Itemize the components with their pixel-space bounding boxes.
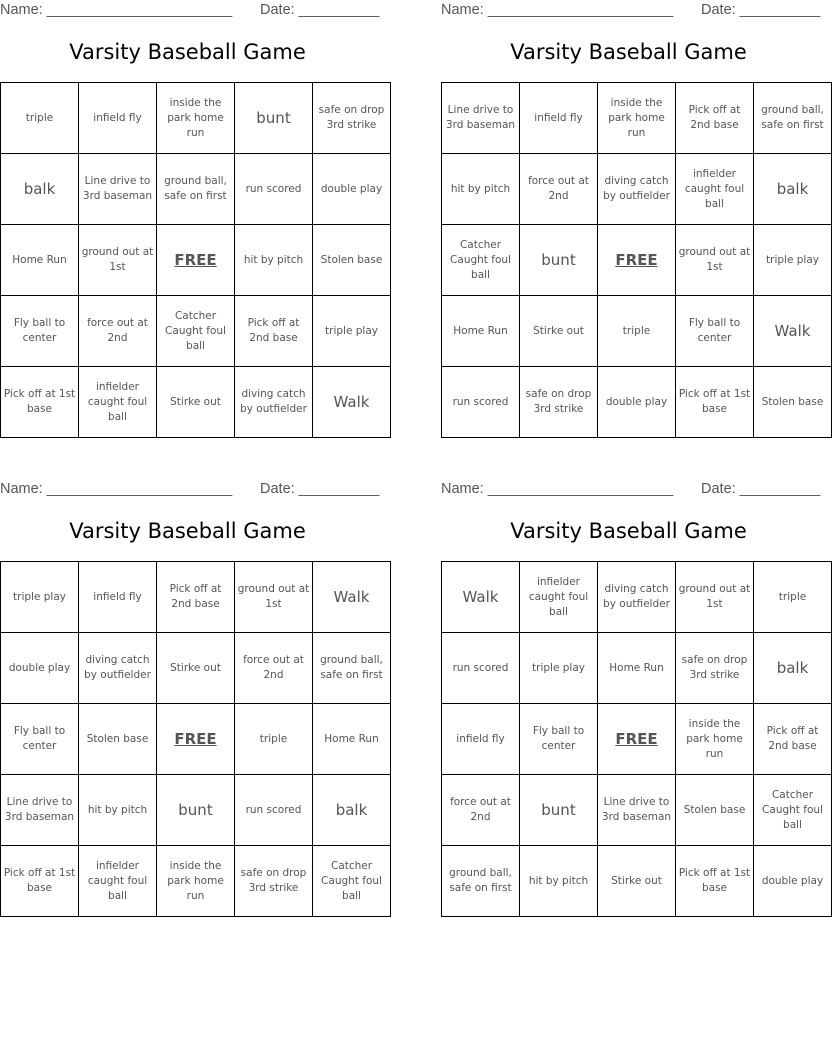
- bingo-cell: Stirke out: [598, 846, 676, 917]
- bingo-cell: ground out at 1st: [79, 225, 157, 296]
- bingo-cell: Stirke out: [157, 633, 235, 704]
- bingo-cell: balk: [1, 154, 79, 225]
- name-field-label: Name: _______________________: [0, 481, 233, 497]
- free-space: FREE: [598, 225, 676, 296]
- bingo-cell: Stolen base: [313, 225, 391, 296]
- bingo-cell: triple play: [313, 296, 391, 367]
- bingo-cell: Fly ball to center: [676, 296, 754, 367]
- bingo-cell: triple play: [754, 225, 832, 296]
- bingo-cell: run scored: [235, 154, 313, 225]
- bingo-cell: double play: [598, 367, 676, 438]
- bingo-card-4: [441, 479, 824, 919]
- bingo-cell: diving catch by outfielder: [79, 633, 157, 704]
- bingo-cell: infield fly: [79, 83, 157, 154]
- bingo-card-2: [441, 0, 824, 440]
- bingo-cell: Line drive to 3rd baseman: [598, 775, 676, 846]
- bingo-cell: Stirke out: [157, 367, 235, 438]
- bingo-cell: ground out at 1st: [676, 562, 754, 633]
- bingo-cell: infielder caught foul ball: [79, 367, 157, 438]
- bingo-cell: Stolen base: [79, 704, 157, 775]
- bingo-cell: force out at 2nd: [442, 775, 520, 846]
- bingo-cell: Fly ball to center: [1, 296, 79, 367]
- bingo-cell: bunt: [520, 775, 598, 846]
- bingo-cell: bunt: [520, 225, 598, 296]
- free-space: FREE: [157, 225, 235, 296]
- bingo-cell: infielder caught foul ball: [520, 562, 598, 633]
- bingo-cell: inside the park home run: [676, 704, 754, 775]
- bingo-cell: double play: [754, 846, 832, 917]
- bingo-cell: Pick off at 2nd base: [235, 296, 313, 367]
- card-title: Varsity Baseball Game: [69, 519, 306, 543]
- card-title: Varsity Baseball Game: [69, 40, 306, 64]
- bingo-cell: ground ball, safe on first: [313, 633, 391, 704]
- bingo-cell: triple: [754, 562, 832, 633]
- bingo-cell: Pick off at 2nd base: [754, 704, 832, 775]
- bingo-cell: Catcher Caught foul ball: [313, 846, 391, 917]
- bingo-cell: inside the park home run: [598, 83, 676, 154]
- bingo-cell: Stolen base: [676, 775, 754, 846]
- bingo-cell: balk: [754, 633, 832, 704]
- bingo-cell: Walk: [442, 562, 520, 633]
- bingo-grid: [0, 561, 391, 917]
- bingo-cell: infield fly: [520, 83, 598, 154]
- bingo-cell: hit by pitch: [442, 154, 520, 225]
- bingo-cell: hit by pitch: [235, 225, 313, 296]
- bingo-cell: Pick off at 2nd base: [676, 83, 754, 154]
- free-space: FREE: [157, 704, 235, 775]
- bingo-cell: run scored: [442, 633, 520, 704]
- bingo-cell: Home Run: [1, 225, 79, 296]
- bingo-cell: Stolen base: [754, 367, 832, 438]
- bingo-cell: balk: [313, 775, 391, 846]
- bingo-cell: bunt: [157, 775, 235, 846]
- bingo-cell: inside the park home run: [157, 846, 235, 917]
- date-field-label: Date: __________: [260, 2, 380, 18]
- bingo-cell: Pick off at 1st base: [676, 846, 754, 917]
- bingo-cell: safe on drop 3rd strike: [313, 83, 391, 154]
- bingo-cell: force out at 2nd: [520, 154, 598, 225]
- bingo-cell: Pick off at 2nd base: [157, 562, 235, 633]
- bingo-cell: safe on drop 3rd strike: [676, 633, 754, 704]
- bingo-cell: Fly ball to center: [520, 704, 598, 775]
- bingo-cell: run scored: [235, 775, 313, 846]
- bingo-cell: triple: [598, 296, 676, 367]
- bingo-cell: Fly ball to center: [1, 704, 79, 775]
- bingo-card-3: [0, 479, 383, 919]
- bingo-cell: triple: [1, 83, 79, 154]
- bingo-cell: Pick off at 1st base: [676, 367, 754, 438]
- bingo-cell: run scored: [442, 367, 520, 438]
- bingo-cell: inside the park home run: [157, 83, 235, 154]
- bingo-grid: [0, 82, 391, 438]
- bingo-cell: Pick off at 1st base: [1, 846, 79, 917]
- bingo-cell: ground ball, safe on first: [157, 154, 235, 225]
- bingo-cell: infielder caught foul ball: [676, 154, 754, 225]
- bingo-cell: Walk: [754, 296, 832, 367]
- bingo-cell: infield fly: [442, 704, 520, 775]
- bingo-cell: Line drive to 3rd baseman: [442, 83, 520, 154]
- bingo-cell: force out at 2nd: [235, 633, 313, 704]
- bingo-cell: double play: [1, 633, 79, 704]
- bingo-cell: hit by pitch: [79, 775, 157, 846]
- bingo-cell: diving catch by outfielder: [598, 154, 676, 225]
- bingo-cell: ground ball, safe on first: [754, 83, 832, 154]
- bingo-cell: safe on drop 3rd strike: [520, 367, 598, 438]
- name-field-label: Name: _______________________: [0, 2, 233, 18]
- date-field-label: Date: __________: [701, 481, 821, 497]
- bingo-cell: Catcher Caught foul ball: [442, 225, 520, 296]
- bingo-card-1: [0, 0, 385, 440]
- card-title: Varsity Baseball Game: [510, 519, 747, 543]
- bingo-cell: Line drive to 3rd baseman: [1, 775, 79, 846]
- bingo-cell: force out at 2nd: [79, 296, 157, 367]
- bingo-cell: infielder caught foul ball: [79, 846, 157, 917]
- date-field-label: Date: __________: [260, 481, 380, 497]
- bingo-cell: safe on drop 3rd strike: [235, 846, 313, 917]
- bingo-grid: [441, 82, 832, 438]
- bingo-cell: diving catch by outfielder: [235, 367, 313, 438]
- bingo-cell: Walk: [313, 367, 391, 438]
- bingo-cell: diving catch by outfielder: [598, 562, 676, 633]
- bingo-cell: Walk: [313, 562, 391, 633]
- name-field-label: Name: _______________________: [441, 481, 674, 497]
- bingo-cell: triple: [235, 704, 313, 775]
- date-field-label: Date: __________: [701, 2, 821, 18]
- name-field-label: Name: _______________________: [441, 2, 674, 18]
- bingo-cell: Home Run: [442, 296, 520, 367]
- bingo-cell: ground out at 1st: [235, 562, 313, 633]
- bingo-cell: Home Run: [598, 633, 676, 704]
- bingo-cell: Catcher Caught foul ball: [754, 775, 832, 846]
- bingo-cell: triple play: [520, 633, 598, 704]
- bingo-cell: ground ball, safe on first: [442, 846, 520, 917]
- bingo-cell: Pick off at 1st base: [1, 367, 79, 438]
- bingo-cell: Catcher Caught foul ball: [157, 296, 235, 367]
- bingo-cell: triple play: [1, 562, 79, 633]
- bingo-cell: Stirke out: [520, 296, 598, 367]
- bingo-cell: bunt: [235, 83, 313, 154]
- bingo-cell: double play: [313, 154, 391, 225]
- free-space: FREE: [598, 704, 676, 775]
- bingo-cell: infield fly: [79, 562, 157, 633]
- bingo-cell: balk: [754, 154, 832, 225]
- bingo-grid: [441, 561, 832, 917]
- bingo-cell: ground out at 1st: [676, 225, 754, 296]
- bingo-cell: Home Run: [313, 704, 391, 775]
- bingo-cell: hit by pitch: [520, 846, 598, 917]
- bingo-cell: Line drive to 3rd baseman: [79, 154, 157, 225]
- card-title: Varsity Baseball Game: [510, 40, 747, 64]
